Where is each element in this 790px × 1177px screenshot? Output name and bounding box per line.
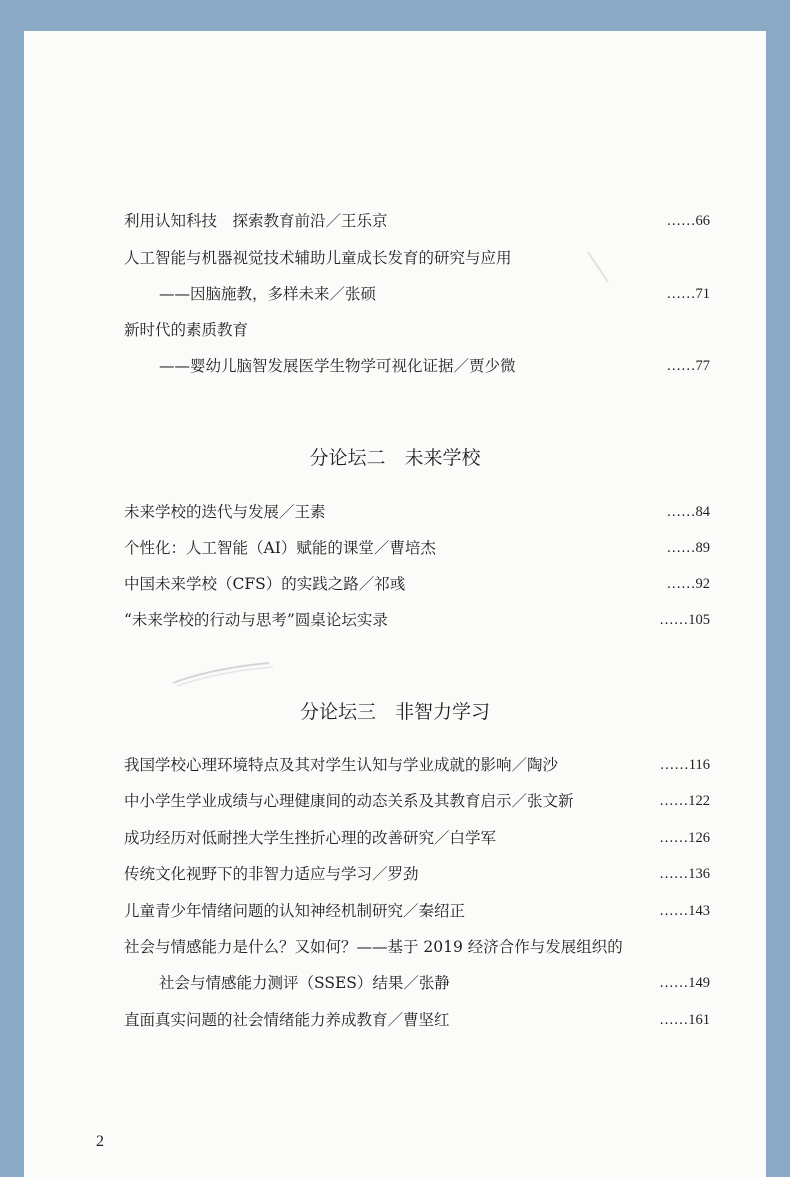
- toc-entry-page: ……92: [666, 576, 710, 592]
- toc-entry-page: ……122: [659, 793, 710, 809]
- toc-entry-page: ……149: [659, 975, 710, 991]
- toc-entry-page: ……161: [659, 1012, 710, 1028]
- toc-entry[interactable]: [124, 861, 710, 887]
- toc-entry[interactable]: [124, 499, 710, 525]
- toc-entry[interactable]: [124, 208, 710, 234]
- toc-entry-title: 新时代的素质教育: [124, 321, 249, 339]
- toc-entry[interactable]: [124, 898, 710, 924]
- toc-entry[interactable]: [124, 317, 710, 343]
- toc-entry[interactable]: [124, 607, 710, 633]
- toc-entry-title: 直面真实问题的社会情绪能力养成教育／曹坚红: [124, 1011, 450, 1029]
- toc-entry-title: 人工智能与机器视觉技术辅助儿童成长发育的研究与应用: [124, 249, 512, 267]
- toc-entry-page: ……89: [666, 540, 710, 556]
- pencil-smudge: [169, 659, 279, 689]
- toc-entry[interactable]: [124, 245, 710, 271]
- toc-entry-title: 未来学校的迭代与发展／王素: [124, 503, 326, 521]
- toc-entry[interactable]: [124, 934, 710, 960]
- section-heading: 分论坛二 未来学校: [309, 447, 481, 469]
- toc-entry[interactable]: [124, 788, 710, 814]
- toc-entry[interactable]: [124, 1007, 710, 1033]
- toc-entry[interactable]: [124, 752, 710, 778]
- page-number: 2: [96, 1133, 104, 1150]
- book-page: [24, 31, 766, 1177]
- pencil-mark: [584, 248, 614, 288]
- toc-entry-title: 成功经历对低耐挫大学生挫折心理的改善研究／白学军: [124, 829, 497, 847]
- toc-entry-page: ……66: [666, 213, 710, 229]
- toc-entry-title: 传统文化视野下的非智力适应与学习／罗劲: [124, 865, 419, 883]
- toc-entry-page: ……136: [659, 866, 710, 882]
- toc-entry[interactable]: [124, 535, 710, 561]
- toc-entry-title: ——因脑施教，多样未来／张硕: [159, 285, 377, 303]
- toc-entry-title: 中小学生学业成绩与心理健康间的动态关系及其教育启示／张文新: [124, 792, 574, 810]
- toc-entry-subtitle[interactable]: [124, 281, 710, 307]
- toc-entry-subtitle[interactable]: [124, 353, 710, 379]
- toc-entry-title: 社会与情感能力是什么？又如何？——基于 2019 经济合作与发展组织的: [124, 938, 623, 956]
- section-heading: 分论坛三 非智力学习: [299, 701, 490, 723]
- toc-entry-page: ……77: [666, 358, 710, 374]
- toc-entry-subtitle[interactable]: [124, 970, 710, 996]
- toc-entry-page: ……105: [659, 612, 710, 628]
- toc-entry-page: ……143: [659, 903, 710, 919]
- toc-entry-title: 儿童青少年情绪问题的认知神经机制研究／秦绍正: [124, 902, 466, 920]
- toc-entry-title: 利用认知科技 探索教育前沿／王乐京: [124, 212, 388, 230]
- toc-entry-title: ——婴幼儿脑智发展医学生物学可视化证据／贾少微: [159, 357, 516, 375]
- toc-entry-title: 个性化：人工智能（AI）赋能的课堂／曹培杰: [124, 539, 436, 557]
- toc-entry-title: 社会与情感能力测评（SSES）结果／张静: [159, 974, 450, 992]
- toc-entry-title: 中国未来学校（CFS）的实践之路／祁彧: [124, 575, 406, 593]
- toc-entry[interactable]: [124, 825, 710, 851]
- toc-entry-page: ……126: [659, 830, 710, 846]
- toc-entry-title: “未来学校的行动与思考”圆桌论坛实录: [124, 611, 388, 629]
- toc-entry-page: ……116: [659, 757, 710, 773]
- toc-entry-page: ……84: [666, 504, 710, 520]
- toc-entry[interactable]: [124, 571, 710, 597]
- toc-entry-page: ……71: [666, 286, 710, 302]
- toc-entry-title: 我国学校心理环境特点及其对学生认知与学业成就的影响／陶沙: [124, 756, 559, 774]
